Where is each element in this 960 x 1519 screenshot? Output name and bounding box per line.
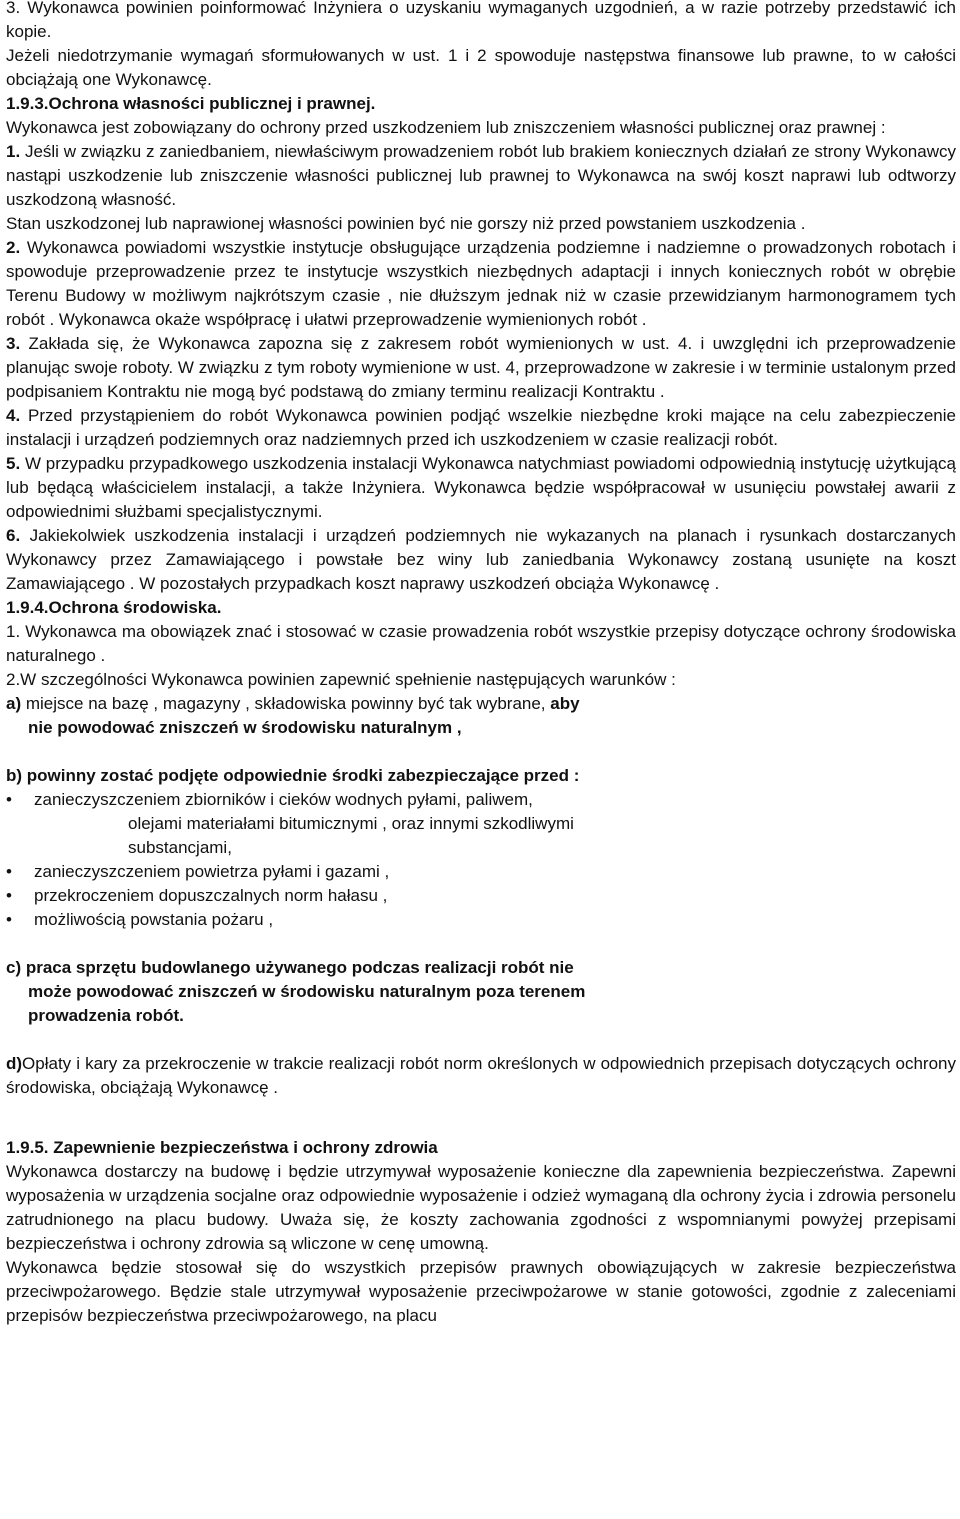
paragraph-env-item-1: 1. Wykonawca ma obowiązek znać i stosować w czasie prowadzenia robót wszystkie przepisy dotyczące ochrony środowiska naturalnego . [6,622,956,665]
list-item [6,860,956,884]
list-item-text: możliwością powstania pożaru , [34,910,274,929]
item-number: 2. [6,238,21,257]
item-text: miejsce na bazę , magazyny , składowiska powinny być tak wybrane, [21,694,551,713]
paragraph-env-c-line1: c) praca sprzętu budowlanego używanego podczas realizacji robót nie [6,958,574,977]
paragraph-env-c-line2: może powodować zniszczeń w środowisku naturalnym poza terenem [28,982,586,1001]
item-text: W przypadku przypadkowego uszkodzenia instalacji Wykonawca natychmiast powiadomi odpowiednią instytucję użytkującą lub będącą właścicielem instalacji, a także Inżyniera. Wykonawca będzie współpracował w usunięciu powstałej awarii z odpowiednimi służbami specjalistycznymi. [6,454,956,521]
bullet-list [6,860,956,932]
paragraph-item-2 [6,236,956,332]
paragraph-item-6 [6,524,956,596]
item-text: Wykonawca powiadomi wszystkie instytucje obsługujące urządzenia podziemne i nadziemne o prowadzonych robotach i spowoduje przeprowadzenie przez te instytucje wszystkich niezbędnych adaptacji i innych koniecznych robót w obrębie Terenu Budowy w możliwym najkrótszym czasie , nie dłuższym jednak niż w czasie przewidzianym harmonogramem tych robót . Wykonawca okaże współpracę i ułatwi przeprowadzenie wymienionych robót . [6,238,956,329]
list-item [6,884,956,908]
item-number: 3. [6,334,21,353]
spacer [6,1028,956,1052]
item-text: Zakłada się, że Wykonawca zapozna się z zakresem robót wymienionych w ust. 4. i uwzględni ich przeprowadzenie planując swoje roboty. W związku z tym roboty wymienione w ust. 4, przeprowadzone w zakresie i w terminie ustalonym przed podpisaniem Kontraktu nie mogą być podstawą do zmiany terminu realizacji Kontraktu . [6,334,956,401]
paragraph-item-5 [6,452,956,524]
item-number: 1. [6,142,21,161]
list-item [6,908,956,932]
paragraph-env-a [6,692,956,716]
item-label-a: a) [6,694,22,713]
document-page [6,0,956,1328]
paragraph-env-c-line3: prowadzenia robót. [28,1006,184,1025]
paragraph-safety-equipment: Wykonawca dostarczy na budowę i będzie utrzymywał wyposażenie konieczne dla zapewnienia bezpieczeństwa. Zapewni wyposażenia w urządzenia socjalne oraz odpowiednie wyposażenie i odzież wymaganą dla ochrony życia i zdrowia personelu zatrudnionego na placu budowy. Uważa się, że koszty zachowania zgodności z wspomnianymi powyżej przepisami bezpieczeństwa i ochrony zdrowia są wliczone w cenę umowną. [6,1162,956,1253]
spacer [6,1100,956,1124]
paragraph-notify-engineer: 3. Wykonawca powinien poinformować Inżyniera o uzyskaniu wymaganych uzgodnień, a w razie potrzeby przedstawić ich kopie. [6,0,956,41]
item-number: 6. [6,526,21,545]
spacer [6,1124,956,1136]
bullet-list [6,788,956,812]
spacer [6,740,956,764]
list-item-text: przekroczeniem dopuszczalnych norm hałasu , [34,886,388,905]
spacer [6,932,956,956]
paragraph-financial-consequences: Jeżeli niedotrzymanie wymagań sformułowanych w ust. 1 i 2 spowoduje następstwa finansowe lub prawne, to w całości obciążają one Wykonawcę. [6,46,956,89]
heading-1-9-5: 1.9.5. Zapewnienie bezpieczeństwa i ochrony zdrowia [6,1138,438,1157]
list-item-continuation: olejami materiałami bitumicznymi , oraz innymi szkodliwymi [128,814,574,833]
paragraph-damage-state: Stan uszkodzonej lub naprawionej własności powinien być nie gorszy niż przed powstaniem uszkodzenia . [6,214,806,233]
list-item [6,788,956,812]
heading-1-9-4: 1.9.4.Ochrona środowiska. [6,598,222,617]
item-text: Jakiekolwiek uszkodzenia instalacji i urządzeń podziemnych nie wykazanych na planach i rysunkach dostarczanych Wykonawcy przez Zamawiającego i powstałe bez winy lub zaniedbania Wykonawcy zostaną usunięte na koszt Zamawiającego . W pozostałych przypadkach koszt naprawy uszkodzeń obciąża Wykonawcę . [6,526,956,593]
list-item-continuation: substancjami, [128,838,232,857]
paragraph-env-a-line2: nie powodować zniszczeń w środowisku naturalnym , [28,718,462,737]
heading-1-9-3: 1.9.3.Ochrona własności publicznej i prawnej. [6,94,376,113]
paragraph-env-b: b) powinny zostać podjęte odpowiednie środki zabezpieczające przed : [6,766,580,785]
paragraph-property-protection-intro: Wykonawca jest zobowiązany do ochrony przed uszkodzeniem lub zniszczeniem własności publicznej oraz prawnej : [6,118,886,137]
list-item-text: zanieczyszczeniem powietrza pyłami i gazami , [34,862,390,881]
item-text: Jeśli w związku z zaniedbaniem, niewłaściwym prowadzeniem robót lub brakiem koniecznych działań ze strony Wykonawcy nastąpi uszkodzenie lub zniszczenie własności publicznej lub prawnej to Wykonawca na swój koszt naprawi lub odtworzy uszkodzoną własność. [6,142,956,209]
item-text: Opłaty i kary za przekroczenie w trakcie realizacji robót norm określonych w odpowiednich przepisach dotyczących ochrony środowiska, obciążają Wykonawcę . [6,1054,956,1097]
item-number: 5. [6,454,21,473]
paragraph-fire-safety: Wykonawca będzie stosował się do wszystkich przepisów prawnych obowiązujących w zakresie bezpieczeństwa przeciwpożarowego. Będzie stale utrzymywał wyposażenie przeciwpożarowe w stanie gotowości, zgodnie z zaleceniami przepisów bezpieczeństwa przeciwpożarowego, na placu [6,1258,956,1325]
paragraph-item-3 [6,332,956,404]
paragraph-item-1 [6,140,956,212]
item-text-bold: aby [550,694,580,713]
item-text: Przed przystąpieniem do robót Wykonawca powinien podjąć wszelkie niezbędne kroki mające na celu zabezpieczenie instalacji i urządzeń podziemnych oraz nadziemnych przed ich uszkodzeniem w czasie realizacji robót. [6,406,956,449]
item-label-d: d) [6,1054,23,1073]
paragraph-item-4 [6,404,956,452]
paragraph-env-item-2: 2.W szczególności Wykonawca powinien zapewnić spełnienie następujących warunków : [6,670,676,689]
list-item-text: zanieczyszczeniem zbiorników i cieków wodnych pyłami, paliwem, [34,790,533,809]
paragraph-env-d [6,1052,956,1100]
item-number: 4. [6,406,21,425]
